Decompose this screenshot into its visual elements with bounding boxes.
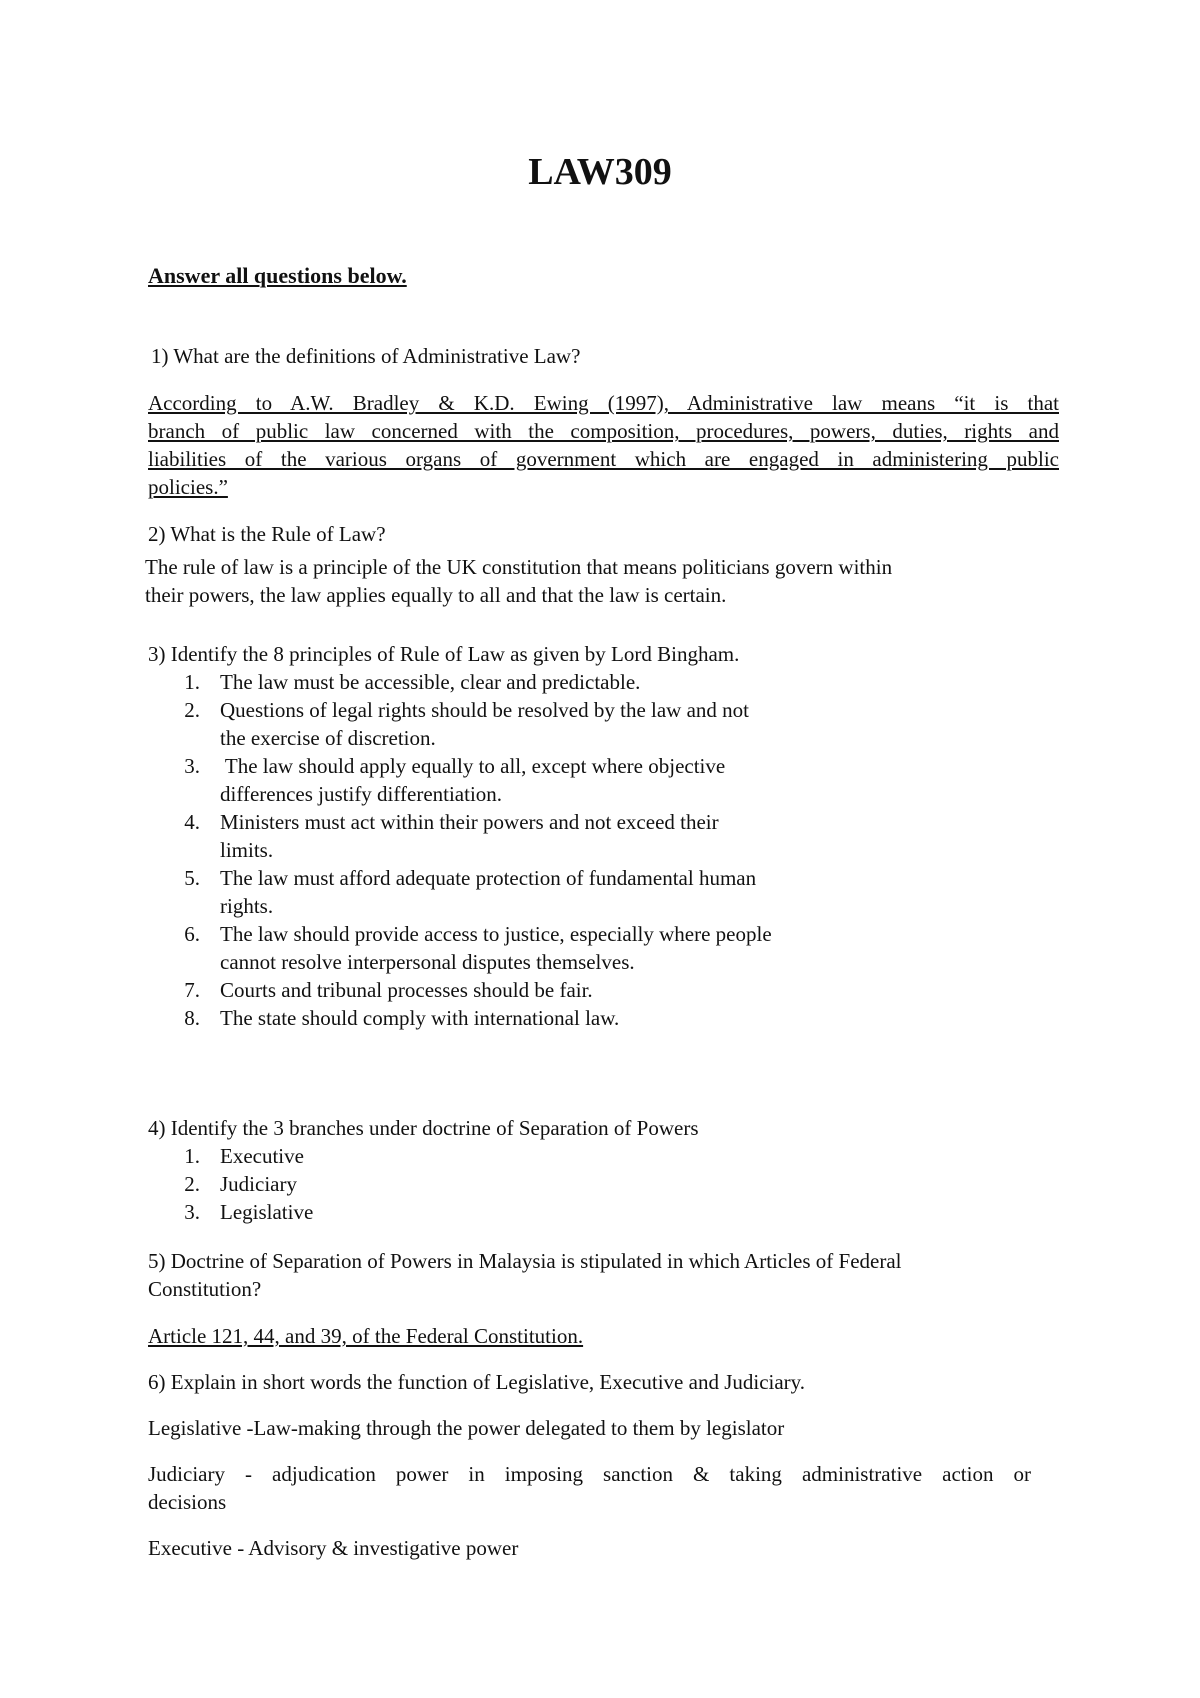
list-number: 4. [184, 810, 200, 834]
branch-item: Legislative [220, 1200, 314, 1224]
principle-item-continued: differences justify differentiation. [220, 782, 503, 806]
answer-6-judiciary-line: decisions [148, 1490, 227, 1514]
answer-6-legislative: Legislative -Law-making through the power delegated to them by legislator [148, 1416, 785, 1440]
question-2: 2) What is the Rule of Law? [148, 522, 386, 546]
question-5-line: 5) Doctrine of Separation of Powers in Malaysia is stipulated in which Articles of Federal [148, 1249, 902, 1273]
answer-6-judiciary-line: Judiciary - adjudication power in imposing sanction & taking administrative action or [148, 1462, 1031, 1486]
branch-item: Executive [220, 1144, 304, 1168]
instruction-heading: Answer all questions below. [148, 263, 407, 288]
list-number: 5. [184, 866, 200, 890]
list-number: 8. [184, 1006, 200, 1030]
principle-item: The law should apply equally to all, except where objective [220, 754, 726, 778]
list-number: 1. [184, 670, 200, 694]
answer-2-line: their powers, the law applies equally to all and that the law is certain. [145, 583, 727, 607]
principle-item: The state should comply with international law. [220, 1006, 620, 1030]
principle-item-continued: cannot resolve interpersonal disputes themselves. [220, 950, 635, 974]
list-number: 6. [184, 922, 200, 946]
answer-1-line: According to A.W. Bradley & K.D. Ewing (1997), Administrative law means “it is that [148, 391, 1059, 415]
principle-item-continued: the exercise of discretion. [220, 726, 436, 750]
question-6: 6) Explain in short words the function of Legislative, Executive and Judiciary. [148, 1370, 806, 1394]
principle-item: The law must be accessible, clear and predictable. [220, 670, 641, 694]
answer-1-line: policies.” [148, 475, 228, 499]
answer-5: Article 121, 44, and 39, of the Federal Constitution. [148, 1324, 584, 1348]
question-5-line: Constitution? [148, 1277, 262, 1301]
list-number: 7. [184, 978, 200, 1002]
principle-item: Ministers must act within their powers and not exceed their [220, 810, 719, 834]
answer-2-line: The rule of law is a principle of the UK constitution that means politicians govern within [145, 555, 893, 579]
list-number: 2. [184, 1172, 200, 1196]
answer-1-line: branch of public law concerned with the composition, procedures, powers, duties, rights and [148, 419, 1059, 443]
principle-item: Questions of legal rights should be resolved by the law and not [220, 698, 749, 722]
principle-item-continued: rights. [220, 894, 274, 918]
document-title: LAW309 [528, 151, 672, 193]
principle-item: Courts and tribunal processes should be fair. [220, 978, 593, 1002]
question-1: 1) What are the definitions of Administrative Law? [151, 344, 581, 368]
answer-1-line: liabilities of the various organs of government which are engaged in administering public [148, 447, 1059, 471]
principle-item-continued: limits. [220, 838, 274, 862]
list-number: 2. [184, 698, 200, 722]
list-number: 1. [184, 1144, 200, 1168]
answer-6-executive: Executive - Advisory & investigative power [148, 1536, 519, 1560]
list-number: 3. [184, 754, 200, 778]
branch-item: Judiciary [220, 1172, 297, 1196]
question-4: 4) Identify the 3 branches under doctrine of Separation of Powers [148, 1116, 699, 1140]
principle-item: The law should provide access to justice, especially where people [220, 922, 772, 946]
principle-item: The law must afford adequate protection of fundamental human [220, 866, 757, 890]
question-3: 3) Identify the 8 principles of Rule of Law as given by Lord Bingham. [148, 642, 740, 666]
list-number: 3. [184, 1200, 200, 1224]
